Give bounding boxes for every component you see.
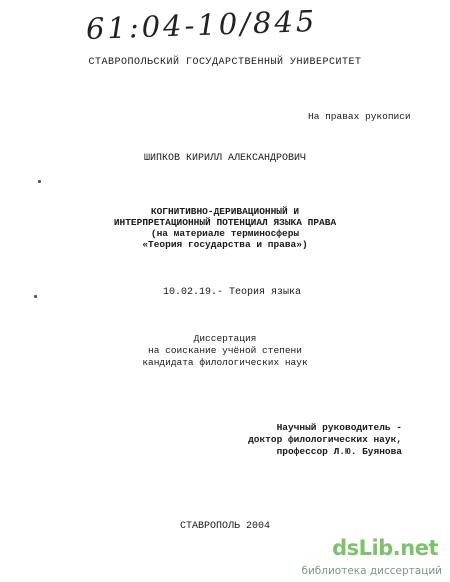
dissertation-title [0,206,450,250]
rights-note: На правах рукописи [308,111,411,122]
title-line-4: «Теория государства и права») [142,239,308,250]
degree-line-2: на соискание учёной степени [148,345,302,356]
dslib-logo: dsLib.net [332,536,438,560]
adviser-line-3: профессор Л.Ю. Буянова [276,446,402,457]
author-name: ШИПКОВ КИРИЛЛ АЛЕКСАНДРОВИЧ [143,153,307,164]
city-year: СТАВРОПОЛЬ 2004 [179,521,270,532]
scan-speck [34,295,37,298]
dslib-watermark[interactable] [301,536,450,582]
title-line-3: (на материале терминосферы [150,228,300,239]
adviser-line-2: доктор филологических наук, [248,434,402,445]
degree-line-1: Диссертация [193,333,257,344]
degree-line-3: кандидата филологических наук [142,357,308,368]
scan-speck [38,180,41,183]
archive-code-handwritten: 61:04-10/845 [85,3,318,46]
scientific-adviser [248,422,402,458]
adviser-line-1: Научный руководитель - [276,422,402,433]
specialty: 10.02.19.- Теория языка [163,287,302,298]
university-name: СТАВРОПОЛЬСКИЙ ГОСУДАРСТВЕННЫЙ УНИВЕРСИТЕТ [88,57,362,68]
title-line-1: КОГНИТИВНО-ДЕРИВАЦИОННЫЙ И [150,206,300,217]
title-line-2: ИНТЕРПРЕТАЦИОННЫЙ ПОТЕНЦИАЛ ЯЗЫКА ПРАВА [113,217,337,228]
dissertation-degree [0,333,450,369]
dslib-subtitle: библиотека диссертаций [301,565,442,577]
